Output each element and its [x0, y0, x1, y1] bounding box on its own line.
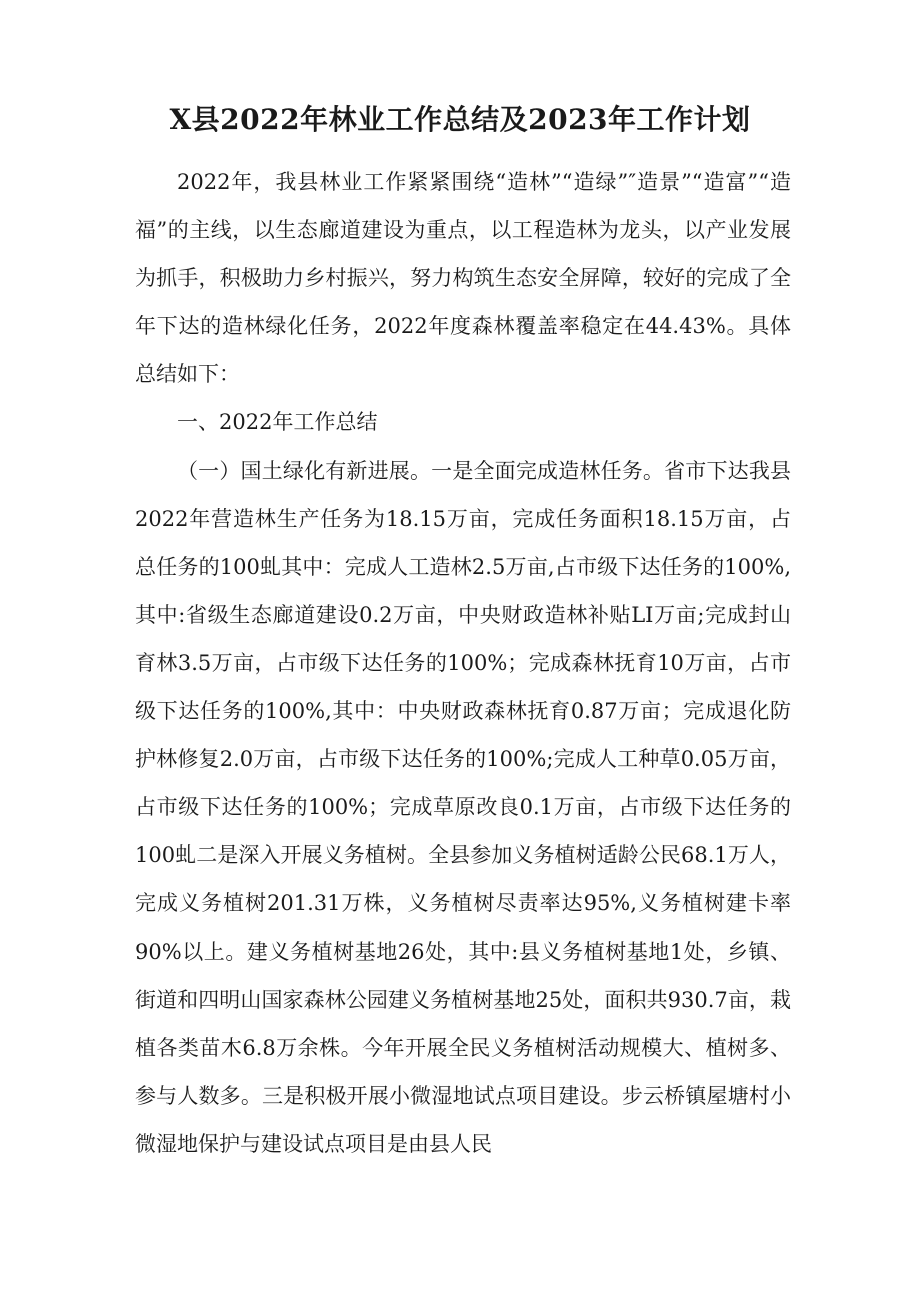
document-title: X县2022年林业工作总结及2023年工作计划: [169, 103, 751, 136]
body-paragraph: （一）国土绿化有新进展。一是全面完成造林任务。省市下达我县2022年营造林生产任务为18.15万亩，完成任务面积18.15万亩，占总任务的100虬其中：完成人工造林2.5万亩,占市级下达任务的100%,其中:省级生态廊道建设0.2万亩，中央财政造林补贴LI万亩;完成封山育林3.5万亩，占市级下达任务的100%；完成森林抚育10万亩，占市级下达任务的100%,其中：中央财政森林抚育0.87万亩；完成退化防护林修复2.0万亩，占市级下达任务的100%;完成人工种草0.05万亩，占市级下达任务的100%；完成草原改良0.1万亩，占市级下达任务的100虬二是深入开展义务植树。全县参加义务植树适龄公民68.1万人，完成义务植树201.31万株，义务植树尽责率达95%,义务植树建卡率90%以上。建义务植树基地26处，其中:县义务植树基地1处，乡镇、街道和四明山国家森林公园建义务植树基地25处，面积共930.7亩，栽植各类苗木6.8万余株。今年开展全民义务植树活动规模大、植树多、参与人数多。三是积极开展小微湿地试点项目建设。步云桥镇屋塘村小微湿地保护与建设试点项目是由县人民: [135, 458, 791, 1156]
document-body: [135, 158, 791, 1168]
intro-paragraph: 2022年，我县林业工作紧紧围绕“造林”“造绿”″造景”“造富”“造福”的主线，以生态廊道建设为重点，以工程造林为龙头，以产业发展为抓手，积极助力乡村振兴，努力构筑生态安全屏障，较好的完成了全年下达的造林绿化任务，2022年度森林覆盖率稳定在44.43%。具体总结如下：: [135, 170, 791, 387]
section-heading: 一、2022年工作总结: [177, 410, 378, 435]
